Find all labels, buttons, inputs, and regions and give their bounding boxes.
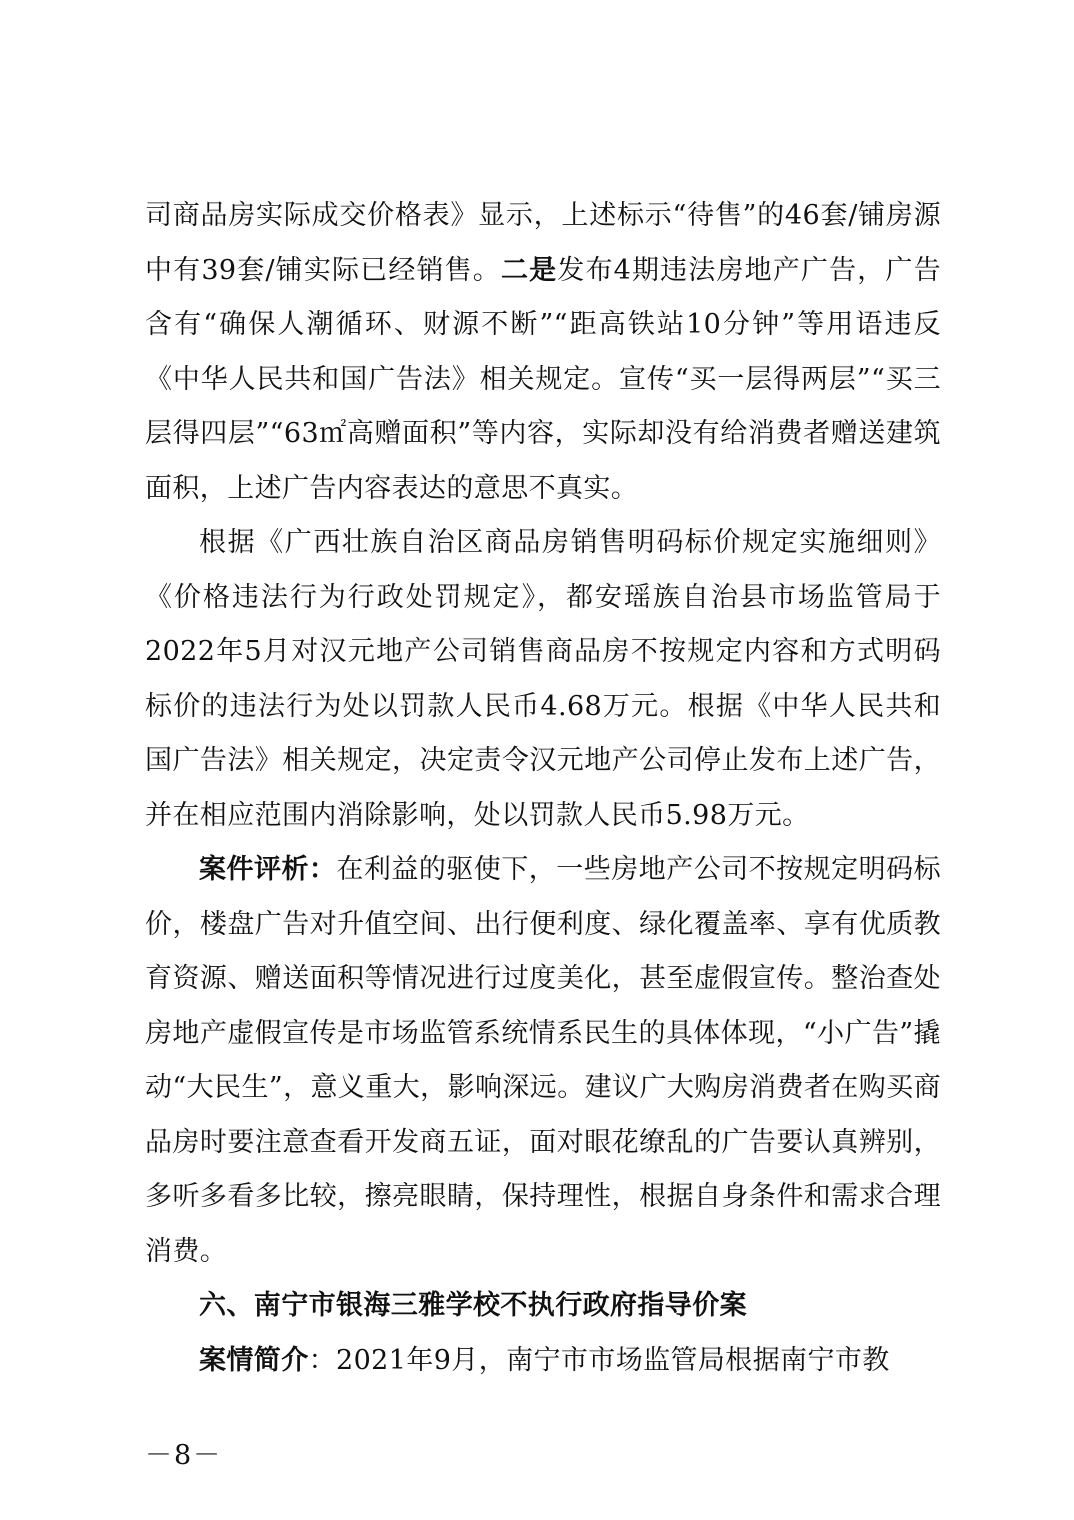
- paragraph-case-analysis: [145, 843, 941, 1279]
- case-analysis-label: 案件评析：: [199, 854, 337, 885]
- paragraph-price-table: [145, 189, 941, 516]
- case-analysis-text: 在利益的驱使下，一些房地产公司不按规定明码标价，楼盘广告对升值空间、出行便利度、绿化覆盖率、享有优质教育资源、赠送面积等情况进行过度美化，甚至虚假宣传。整治查处房地产虚假宣传是市场监管系统情系民生的具体体现，“小广告”撬动“大民生”，意义重大，影响深远。建议广大购房消费者在购买商品房时要注意查看开发商五证，面对眼花缭乱的广告要认真辨别，多听多看多比较，擦亮眼睛，保持理性，根据自身条件和需求合理消费。: [145, 854, 941, 1267]
- paragraph-text: 司商品房实际成交价格表》显示，上述标示“待售”的46套/铺房源中有39套/铺实际已经销售。: [145, 200, 941, 286]
- body-text: [145, 189, 941, 1388]
- section-heading: 六、南宁市银海三雅学校不执行政府指导价案: [199, 1290, 747, 1321]
- page-number: －8－: [145, 1440, 223, 1471]
- case-summary-label: 案情简介: [199, 1344, 309, 1376]
- paragraph-penalty: 根据《广西壮族自治区商品房销售明码标价规定实施细则》《价格违法行为行政处罚规定》，都安瑶族自治县市场监管局于2022年5月对汉元地产公司销售商品房不按规定内容和方式明码标价的违法行为处以罚款人民币4.68万元。根据《中华人民共和国广告法》相关规定，决定责令汉元地产公司停止发布上述广告，并在相应范围内消除影响，处以罚款人民币5.98万元。: [145, 527, 941, 831]
- paragraph-text: 发布4期违法房地产广告，广告含有“确保人潮循环、财源不断”“距高铁站10分钟”等用语违反《中华人民共和国广告法》相关规定。宣传“买一层得两层”“买三层得四层”“63㎡高赠面积”等内容，实际却没有给消费者赠送建筑面积，上述广告内容表达的意思不真实。: [145, 254, 941, 504]
- case-summary-text: ：2021年9月，南宁市市场监管局根据南宁市教: [308, 1344, 890, 1376]
- paragraph-case-summary: [145, 1334, 941, 1389]
- bold-marker-second: 二是: [500, 254, 558, 286]
